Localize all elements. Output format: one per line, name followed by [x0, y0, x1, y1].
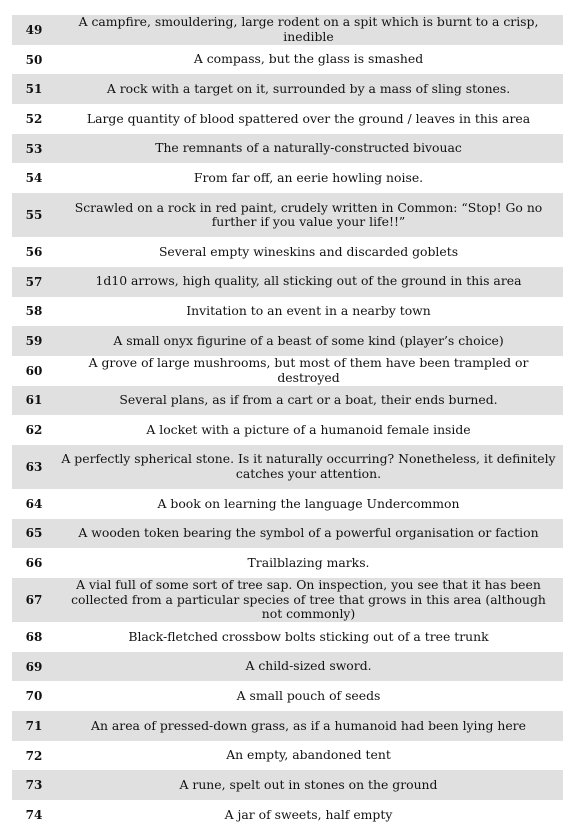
row-text: From far off, an eerie howling noise. — [193, 170, 424, 186]
row-text: A small onyx figurine of a beast of some kind (player’s choice) — [113, 332, 504, 348]
row-text: A rock with a target on it, surrounded by a mass of sling stones. — [106, 80, 511, 96]
row-text: A grove of large mushrooms, but most of them have been trampled or destroyed — [88, 355, 529, 385]
row-text: Several empty wineskins and discarded goblets — [158, 243, 459, 259]
table-row — [12, 326, 563, 356]
table-row — [12, 770, 563, 800]
row-text: Trailblazing marks. — [247, 554, 370, 570]
table-row — [12, 134, 563, 164]
row-text: A book on learning the language Undercommon — [157, 495, 460, 511]
encounter-table — [12, 15, 563, 830]
row-number: 51 — [25, 82, 43, 97]
row-text: Invitation to an event in a nearby town — [186, 303, 431, 319]
row-text: A perfectly spherical stone. Is it naturally occurring? Nonetheless, it definitely catches your attention. — [61, 451, 556, 481]
row-text: A rune, spelt out in stones on the ground — [179, 777, 438, 793]
row-number: 55 — [25, 208, 43, 223]
table-row — [12, 489, 563, 519]
table-row — [12, 193, 563, 237]
table-row — [12, 578, 563, 622]
row-text: Large quantity of blood spattered over the ground / leaves in this area — [86, 110, 531, 126]
table-row — [12, 711, 563, 741]
row-text: The remnants of a naturally-constructed bivouac — [155, 140, 462, 156]
row-number: 58 — [25, 304, 43, 319]
row-text: A vial full of some sort of tree sap. On inspection, you see that it has been collected from a particular species of tree that grows in this area (although not commonly) — [71, 577, 546, 622]
row-text: An area of pressed-down grass, as if a humanoid had been lying here — [91, 717, 526, 733]
row-number: 69 — [25, 659, 43, 674]
row-text: An empty, abandoned tent — [226, 747, 391, 763]
row-number: 74 — [25, 807, 43, 822]
row-number: 65 — [25, 526, 43, 541]
row-number: 59 — [25, 334, 43, 349]
row-number: 54 — [25, 171, 43, 186]
table-row — [12, 681, 563, 711]
row-number: 60 — [25, 363, 43, 378]
row-text: A wooden token bearing the symbol of a powerful organisation or faction — [78, 525, 539, 541]
table-row — [12, 741, 563, 771]
row-text: A campfire, smouldering, large rodent on a spit which is burnt to a crisp, inedible — [78, 14, 539, 44]
row-number: 61 — [25, 393, 43, 408]
row-number: 71 — [25, 718, 43, 733]
row-number: 63 — [25, 459, 43, 474]
table-row — [12, 386, 563, 416]
table-row — [12, 800, 563, 830]
row-number: 56 — [25, 244, 43, 259]
table-row — [12, 267, 563, 297]
table-row — [12, 622, 563, 652]
table-row — [12, 297, 563, 327]
table-row — [12, 548, 563, 578]
row-text: Scrawled on a rock in red paint, crudely written in Common: “Stop! Go no further if you value your life!!” — [74, 199, 543, 230]
row-number: 62 — [25, 423, 43, 438]
row-text: A jar of sweets, half empty — [224, 806, 393, 822]
row-number: 70 — [25, 689, 43, 704]
table-row — [12, 104, 563, 134]
row-number: 57 — [25, 274, 43, 289]
row-text: A compass, but the glass is smashed — [193, 51, 424, 67]
row-number: 50 — [25, 52, 43, 67]
row-number: 66 — [25, 556, 43, 571]
row-text: A small pouch of seeds — [236, 687, 381, 703]
table-row — [12, 445, 563, 489]
row-number: 49 — [25, 22, 43, 37]
row-number: 72 — [25, 748, 43, 763]
table-row — [12, 45, 563, 75]
row-number: 53 — [25, 141, 43, 156]
table-row — [12, 652, 563, 682]
row-text: Several plans, as if from a cart or a boat, their ends burned. — [119, 392, 498, 408]
table-row — [12, 237, 563, 267]
row-number: 67 — [25, 593, 43, 607]
row-text: A child-sized sword. — [245, 658, 372, 674]
table-row — [12, 15, 563, 45]
table-row — [12, 415, 563, 445]
row-number: 68 — [25, 629, 43, 644]
row-text: A locket with a picture of a humanoid female inside — [146, 421, 471, 437]
row-number: 73 — [25, 778, 43, 793]
row-number: 52 — [25, 111, 43, 126]
table-row — [12, 74, 563, 104]
row-text: Black-fletched crossbow bolts sticking out of a tree trunk — [128, 628, 489, 644]
row-text: 1d10 arrows, high quality, all sticking out of the ground in this area — [95, 273, 522, 289]
table-row — [12, 519, 563, 549]
table-row — [12, 356, 563, 386]
row-number: 64 — [25, 496, 43, 511]
table-row — [12, 163, 563, 193]
